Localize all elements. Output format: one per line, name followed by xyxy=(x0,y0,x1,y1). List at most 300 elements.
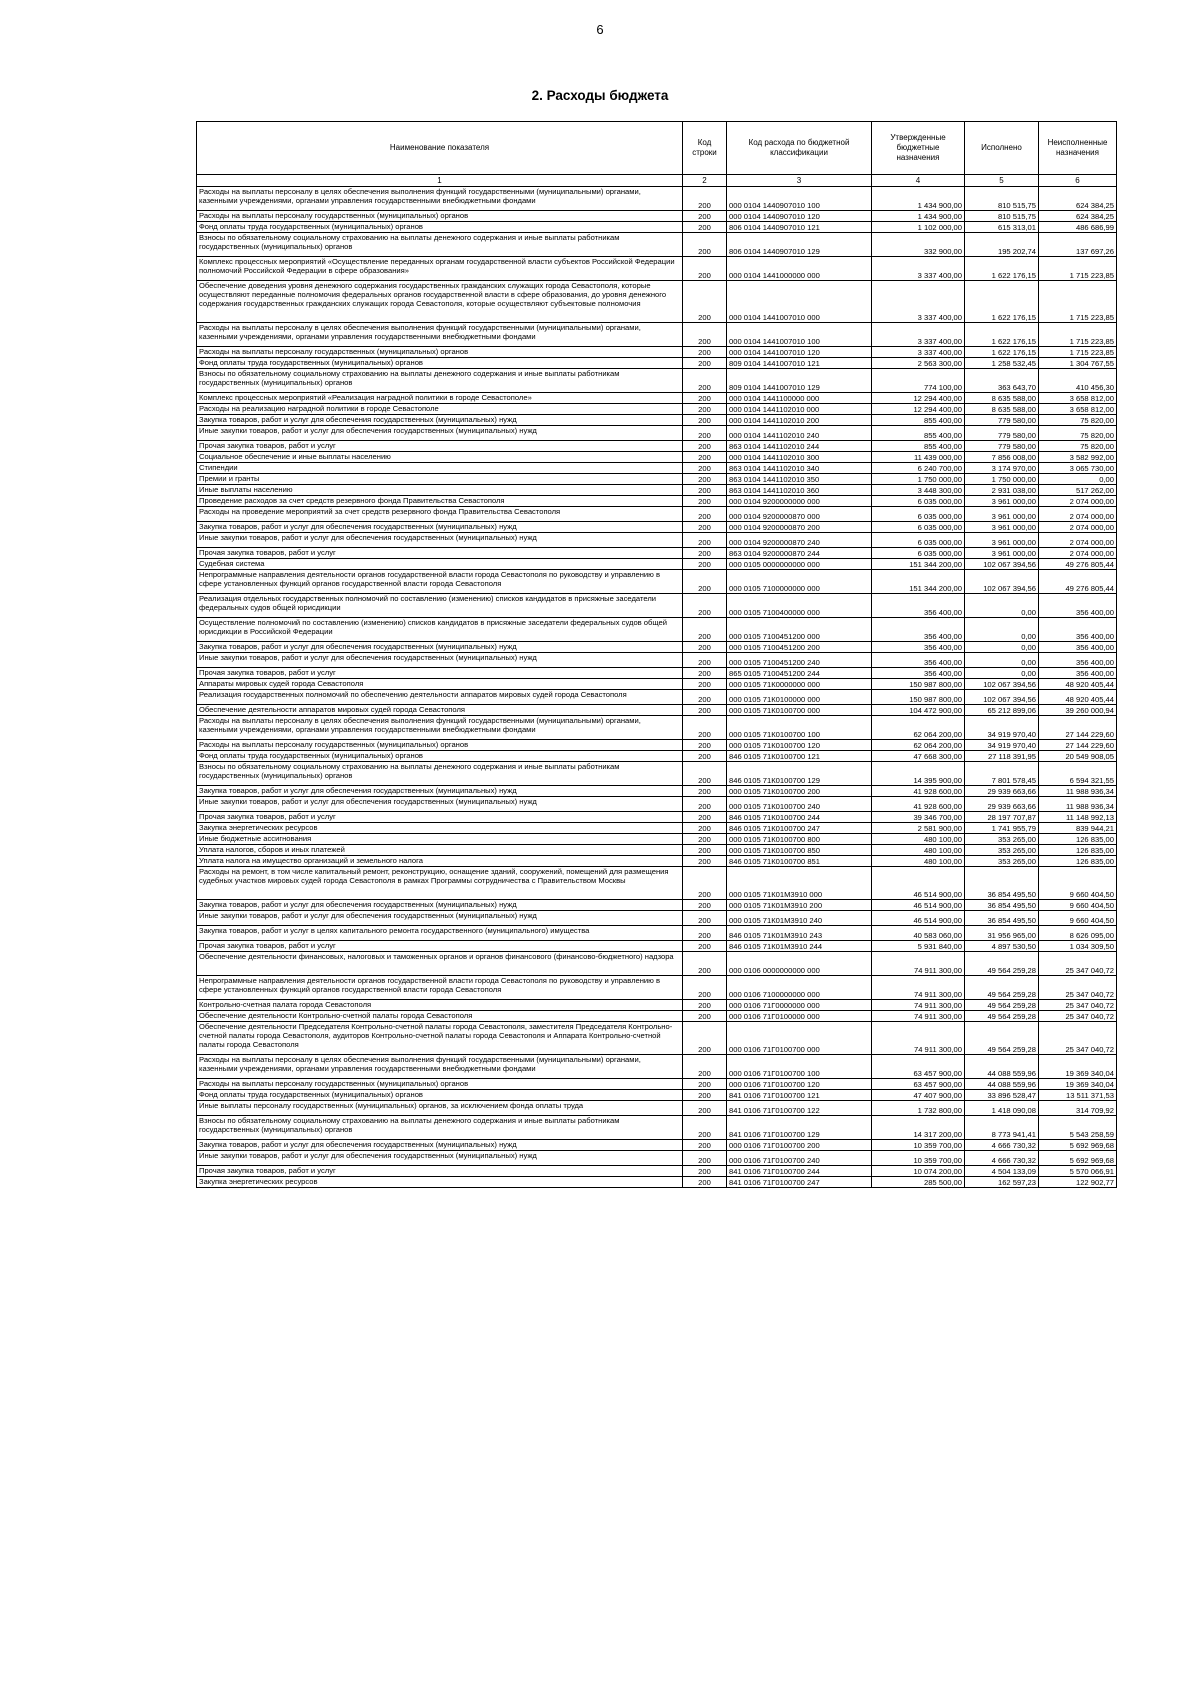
approved-amount: 6 035 000,00 xyxy=(872,548,965,559)
table-row xyxy=(197,594,1117,618)
line-code: 200 xyxy=(683,1101,727,1116)
unexecuted-amount: 3 582 992,00 xyxy=(1039,452,1117,463)
expense-code: 841 0106 71Г0100700 122 xyxy=(727,1101,872,1116)
table-row xyxy=(197,976,1117,1000)
line-code: 200 xyxy=(683,952,727,976)
table-row xyxy=(197,522,1117,533)
executed-amount: 44 088 559,96 xyxy=(965,1055,1039,1079)
indicator-name: Иные закупки товаров, работ и услуг для обеспечения государственных (муниципальных) нужд xyxy=(197,653,683,668)
unexecuted-amount: 839 944,21 xyxy=(1039,823,1117,834)
column-number: 1 xyxy=(197,175,683,187)
indicator-name: Закупка товаров, работ и услуг для обеспечения государственных (муниципальных) нужд xyxy=(197,900,683,911)
table-row xyxy=(197,762,1117,786)
expense-code: 846 0105 71К01М3910 244 xyxy=(727,941,872,952)
executed-amount: 810 515,75 xyxy=(965,187,1039,211)
expense-code: 863 0104 9200000870 244 xyxy=(727,548,872,559)
expense-code: 863 0104 1441102010 350 xyxy=(727,474,872,485)
indicator-name: Прочая закупка товаров, работ и услуг xyxy=(197,812,683,823)
table-row xyxy=(197,323,1117,347)
column-number: 4 xyxy=(872,175,965,187)
indicator-name: Иные бюджетные ассигнования xyxy=(197,834,683,845)
approved-amount: 47 407 900,00 xyxy=(872,1090,965,1101)
table-row xyxy=(197,1022,1117,1055)
line-code: 200 xyxy=(683,679,727,690)
table-row xyxy=(197,369,1117,393)
unexecuted-amount: 1 304 767,55 xyxy=(1039,358,1117,369)
line-code: 200 xyxy=(683,762,727,786)
approved-amount: 10 359 700,00 xyxy=(872,1140,965,1151)
table-row xyxy=(197,404,1117,415)
executed-amount: 36 854 495,50 xyxy=(965,900,1039,911)
executed-amount: 36 854 495,50 xyxy=(965,911,1039,926)
column-number: 5 xyxy=(965,175,1039,187)
approved-amount: 480 100,00 xyxy=(872,845,965,856)
unexecuted-amount: 1 034 309,50 xyxy=(1039,941,1117,952)
executed-amount: 3 961 000,00 xyxy=(965,496,1039,507)
indicator-name: Иные закупки товаров, работ и услуг для обеспечения государственных (муниципальных) нужд xyxy=(197,797,683,812)
unexecuted-amount: 75 820,00 xyxy=(1039,441,1117,452)
table-row xyxy=(197,281,1117,323)
expense-code: 000 0106 7100000000 000 xyxy=(727,976,872,1000)
line-code: 200 xyxy=(683,642,727,653)
line-code: 200 xyxy=(683,426,727,441)
executed-amount: 28 197 707,87 xyxy=(965,812,1039,823)
approved-amount: 2 581 900,00 xyxy=(872,823,965,834)
line-code: 200 xyxy=(683,496,727,507)
indicator-name: Непрограммные направления деятельности органов государственной власти города Севастополя по руководству и управлению в сфере установленных функций органов государственной власти города Севастополя xyxy=(197,570,683,594)
executed-amount: 34 919 970,40 xyxy=(965,740,1039,751)
indicator-name: Расходы на выплаты персоналу государственных (муниципальных) органов xyxy=(197,347,683,358)
line-code: 200 xyxy=(683,900,727,911)
unexecuted-amount: 20 549 908,05 xyxy=(1039,751,1117,762)
line-code: 200 xyxy=(683,257,727,281)
approved-amount: 3 337 400,00 xyxy=(872,257,965,281)
expense-code: 000 0105 0000000000 000 xyxy=(727,559,872,570)
document-title: 2. Расходы бюджета xyxy=(531,88,669,103)
expense-code: 000 0104 9200000000 000 xyxy=(727,496,872,507)
indicator-name: Закупка товаров, работ и услуг в целях капитального ремонта государственного (муниципального) имущества xyxy=(197,926,683,941)
expense-code: 000 0106 71Г0100700 120 xyxy=(727,1079,872,1090)
approved-amount: 3 448 300,00 xyxy=(872,485,965,496)
approved-amount: 151 344 200,00 xyxy=(872,570,965,594)
unexecuted-amount: 6 594 321,55 xyxy=(1039,762,1117,786)
approved-amount: 10 074 200,00 xyxy=(872,1166,965,1177)
line-code: 200 xyxy=(683,812,727,823)
approved-amount: 11 439 000,00 xyxy=(872,452,965,463)
unexecuted-amount: 137 697,26 xyxy=(1039,233,1117,257)
approved-amount: 14 395 900,00 xyxy=(872,762,965,786)
expense-code: 000 0104 1441007010 100 xyxy=(727,323,872,347)
indicator-name: Расходы на выплаты персоналу в целях обеспечения выполнения функций государственными (муниципальными) органами, казенными учреждениями, органами управления государственными внебюджетными фондами xyxy=(197,716,683,740)
unexecuted-amount: 2 074 000,00 xyxy=(1039,548,1117,559)
line-code: 200 xyxy=(683,845,727,856)
expense-code: 000 0105 71К0100700 100 xyxy=(727,716,872,740)
executed-amount: 0,00 xyxy=(965,653,1039,668)
line-code: 200 xyxy=(683,705,727,716)
indicator-name: Обеспечение деятельности аппаратов мировых судей города Севастополя xyxy=(197,705,683,716)
line-code: 200 xyxy=(683,618,727,642)
unexecuted-amount: 126 835,00 xyxy=(1039,856,1117,867)
table-row xyxy=(197,845,1117,856)
executed-amount: 8 635 588,00 xyxy=(965,404,1039,415)
table-row xyxy=(197,1177,1117,1188)
approved-amount: 855 400,00 xyxy=(872,415,965,426)
approved-amount: 104 472 900,00 xyxy=(872,705,965,716)
approved-amount: 6 035 000,00 xyxy=(872,507,965,522)
column-header: Неисполненные назначения xyxy=(1039,122,1117,175)
unexecuted-amount: 48 920 405,44 xyxy=(1039,690,1117,705)
expense-code: 863 0104 1441102010 360 xyxy=(727,485,872,496)
unexecuted-amount: 39 260 000,94 xyxy=(1039,705,1117,716)
table-row xyxy=(197,463,1117,474)
table-row xyxy=(197,507,1117,522)
indicator-name: Расходы на выплаты персоналу в целях обеспечения выполнения функций государственными (муниципальными) органами, казенными учреждениями, органами управления государственными внебюджетными фондами xyxy=(197,323,683,347)
executed-amount: 0,00 xyxy=(965,642,1039,653)
unexecuted-amount: 356 400,00 xyxy=(1039,642,1117,653)
executed-amount: 0,00 xyxy=(965,668,1039,679)
approved-amount: 3 337 400,00 xyxy=(872,347,965,358)
indicator-name: Проведение расходов за счет средств резервного фонда Правительства Севастополя xyxy=(197,496,683,507)
indicator-name: Обеспечение деятельности Контрольно-счетной палаты города Севастополя xyxy=(197,1011,683,1022)
executed-amount: 33 896 528,47 xyxy=(965,1090,1039,1101)
executed-amount: 8 635 588,00 xyxy=(965,393,1039,404)
unexecuted-amount: 25 347 040,72 xyxy=(1039,976,1117,1000)
indicator-name: Фонд оплаты труда государственных (муниципальных) органов xyxy=(197,358,683,369)
unexecuted-amount: 25 347 040,72 xyxy=(1039,1000,1117,1011)
approved-amount: 41 928 600,00 xyxy=(872,786,965,797)
approved-amount: 356 400,00 xyxy=(872,668,965,679)
table-body xyxy=(197,187,1117,1188)
line-code: 200 xyxy=(683,1011,727,1022)
column-header: Исполнено xyxy=(965,122,1039,175)
unexecuted-amount: 2 074 000,00 xyxy=(1039,522,1117,533)
table-row xyxy=(197,900,1117,911)
executed-amount: 49 564 259,28 xyxy=(965,976,1039,1000)
approved-amount: 74 911 300,00 xyxy=(872,1000,965,1011)
line-code: 200 xyxy=(683,474,727,485)
expense-code: 863 0104 1441102010 340 xyxy=(727,463,872,474)
indicator-name: Социальное обеспечение и иные выплаты населению xyxy=(197,452,683,463)
line-code: 200 xyxy=(683,404,727,415)
line-code: 200 xyxy=(683,485,727,496)
line-code: 200 xyxy=(683,716,727,740)
expense-code: 000 0106 71Г0100000 000 xyxy=(727,1011,872,1022)
unexecuted-amount: 3 658 812,00 xyxy=(1039,404,1117,415)
table-row xyxy=(197,1140,1117,1151)
line-code: 200 xyxy=(683,533,727,548)
line-code: 200 xyxy=(683,1022,727,1055)
unexecuted-amount: 75 820,00 xyxy=(1039,426,1117,441)
executed-amount: 49 564 259,28 xyxy=(965,952,1039,976)
line-code: 200 xyxy=(683,911,727,926)
expense-code: 000 0105 71К01М3910 200 xyxy=(727,900,872,911)
indicator-name: Уплата налогов, сборов и иных платежей xyxy=(197,845,683,856)
indicator-name: Закупка энергетических ресурсов xyxy=(197,823,683,834)
table-row xyxy=(197,1151,1117,1166)
expense-code: 000 0104 1441000000 000 xyxy=(727,257,872,281)
line-code: 200 xyxy=(683,1090,727,1101)
expense-code: 000 0104 1441102010 000 xyxy=(727,404,872,415)
table-row xyxy=(197,233,1117,257)
executed-amount: 4 666 730,32 xyxy=(965,1151,1039,1166)
table-row xyxy=(197,618,1117,642)
expense-code: 841 0106 71Г0100700 121 xyxy=(727,1090,872,1101)
table-row xyxy=(197,257,1117,281)
expense-code: 846 0105 71К01М3910 243 xyxy=(727,926,872,941)
table-row xyxy=(197,496,1117,507)
expense-code: 000 0105 71К01М3910 240 xyxy=(727,911,872,926)
expense-code: 000 0104 9200000870 240 xyxy=(727,533,872,548)
approved-amount: 62 064 200,00 xyxy=(872,740,965,751)
expense-code: 000 0105 71К0100700 000 xyxy=(727,705,872,716)
executed-amount: 363 643,70 xyxy=(965,369,1039,393)
approved-amount: 63 457 900,00 xyxy=(872,1055,965,1079)
indicator-name: Контрольно-счетная палата города Севастополя xyxy=(197,1000,683,1011)
table-row xyxy=(197,941,1117,952)
executed-amount: 1 741 955,79 xyxy=(965,823,1039,834)
expense-code: 000 0104 1441007010 120 xyxy=(727,347,872,358)
expense-code: 000 0106 71Г0000000 000 xyxy=(727,1000,872,1011)
approved-amount: 6 035 000,00 xyxy=(872,496,965,507)
unexecuted-amount: 5 692 969,68 xyxy=(1039,1151,1117,1166)
approved-amount: 39 346 700,00 xyxy=(872,812,965,823)
table-row xyxy=(197,426,1117,441)
executed-amount: 195 202,74 xyxy=(965,233,1039,257)
table-row xyxy=(197,740,1117,751)
expense-code: 000 0104 1440907010 100 xyxy=(727,187,872,211)
executed-amount: 0,00 xyxy=(965,594,1039,618)
line-code: 200 xyxy=(683,570,727,594)
approved-amount: 41 928 600,00 xyxy=(872,797,965,812)
line-code: 200 xyxy=(683,323,727,347)
unexecuted-amount: 25 347 040,72 xyxy=(1039,1022,1117,1055)
line-code: 200 xyxy=(683,1177,727,1188)
line-code: 200 xyxy=(683,281,727,323)
table-row xyxy=(197,834,1117,845)
line-code: 200 xyxy=(683,856,727,867)
executed-amount: 3 961 000,00 xyxy=(965,507,1039,522)
executed-amount: 102 067 394,56 xyxy=(965,559,1039,570)
executed-amount: 7 856 008,00 xyxy=(965,452,1039,463)
approved-amount: 46 514 900,00 xyxy=(872,911,965,926)
indicator-name: Обеспечение доведения уровня денежного содержания государственных гражданских служащих города Севастополя, которые осуществляют переданные полномочия федеральных органов государственной власти в сфере образования, до уровня денежного содержания государственных гражданских служащих города Севастополя, которые осуществляют субъектовые полномочия xyxy=(197,281,683,323)
indicator-name: Прочая закупка товаров, работ и услуг xyxy=(197,1166,683,1177)
indicator-name: Расходы на выплаты персоналу в целях обеспечения выполнения функций государственными (муниципальными) органами, казенными учреждениями, органами управления государственными внебюджетными фондами xyxy=(197,1055,683,1079)
table-row xyxy=(197,1090,1117,1101)
approved-amount: 2 563 300,00 xyxy=(872,358,965,369)
indicator-name: Закупка товаров, работ и услуг для обеспечения государственных (муниципальных) нужд xyxy=(197,786,683,797)
executed-amount: 1 258 532,45 xyxy=(965,358,1039,369)
unexecuted-amount: 2 074 000,00 xyxy=(1039,507,1117,522)
expense-code: 846 0105 71К0100700 244 xyxy=(727,812,872,823)
executed-amount: 4 504 133,09 xyxy=(965,1166,1039,1177)
unexecuted-amount: 27 144 229,60 xyxy=(1039,740,1117,751)
unexecuted-amount: 356 400,00 xyxy=(1039,618,1117,642)
line-code: 200 xyxy=(683,358,727,369)
unexecuted-amount: 11 988 936,34 xyxy=(1039,797,1117,812)
table-row xyxy=(197,1079,1117,1090)
indicator-name: Прочая закупка товаров, работ и услуг xyxy=(197,441,683,452)
expense-code: 000 0106 71Г0100700 240 xyxy=(727,1151,872,1166)
unexecuted-amount: 11 148 992,13 xyxy=(1039,812,1117,823)
approved-amount: 3 337 400,00 xyxy=(872,281,965,323)
table-row xyxy=(197,679,1117,690)
header-row xyxy=(197,122,1117,175)
approved-amount: 62 064 200,00 xyxy=(872,716,965,740)
approved-amount: 5 931 840,00 xyxy=(872,941,965,952)
table-row xyxy=(197,952,1117,976)
executed-amount: 353 265,00 xyxy=(965,834,1039,845)
approved-amount: 356 400,00 xyxy=(872,594,965,618)
executed-amount: 27 118 391,95 xyxy=(965,751,1039,762)
executed-amount: 779 580,00 xyxy=(965,415,1039,426)
unexecuted-amount: 8 626 095,00 xyxy=(1039,926,1117,941)
indicator-name: Осуществление полномочий по составлению (изменению) списков кандидатов в присяжные заседатели федеральных судов общей юрисдикции в Российской Федерации xyxy=(197,618,683,642)
unexecuted-amount: 13 511 371,53 xyxy=(1039,1090,1117,1101)
indicator-name: Фонд оплаты труда государственных (муниципальных) органов xyxy=(197,222,683,233)
indicator-name: Расходы на выплаты персоналу в целях обеспечения выполнения функций государственными (муниципальными) органами, казенными учреждениями, органами управления государственными внебюджетными фондами xyxy=(197,187,683,211)
indicator-name: Непрограммные направления деятельности органов государственной власти города Севастополя по руководству и управлению в сфере установленных функций органов государственной власти города Севастополя xyxy=(197,976,683,1000)
indicator-name: Закупка товаров, работ и услуг для обеспечения государственных (муниципальных) нужд xyxy=(197,1140,683,1151)
approved-amount: 1 732 800,00 xyxy=(872,1101,965,1116)
approved-amount: 74 911 300,00 xyxy=(872,1022,965,1055)
executed-amount: 1 622 176,15 xyxy=(965,281,1039,323)
expense-code: 000 0104 1441102010 240 xyxy=(727,426,872,441)
executed-amount: 810 515,75 xyxy=(965,211,1039,222)
unexecuted-amount: 314 709,92 xyxy=(1039,1101,1117,1116)
table-row xyxy=(197,867,1117,900)
unexecuted-amount: 1 715 223,85 xyxy=(1039,281,1117,323)
table-row xyxy=(197,570,1117,594)
unexecuted-amount: 3 065 730,00 xyxy=(1039,463,1117,474)
executed-amount: 353 265,00 xyxy=(965,845,1039,856)
executed-amount: 3 961 000,00 xyxy=(965,522,1039,533)
indicator-name: Взносы по обязательному социальному страхованию на выплаты денежного содержания и иные выплаты работникам государственных (муниципальных) органов xyxy=(197,369,683,393)
approved-amount: 40 583 060,00 xyxy=(872,926,965,941)
expense-code: 000 0105 71К0000000 000 xyxy=(727,679,872,690)
expense-code: 000 0104 1441007010 000 xyxy=(727,281,872,323)
approved-amount: 151 344 200,00 xyxy=(872,559,965,570)
approved-amount: 332 900,00 xyxy=(872,233,965,257)
line-code: 200 xyxy=(683,1166,727,1177)
unexecuted-amount: 410 456,30 xyxy=(1039,369,1117,393)
unexecuted-amount: 0,00 xyxy=(1039,474,1117,485)
indicator-name: Обеспечение деятельности Председателя Контрольно-счетной палаты города Севастополя, заместителя Председателя Контрольно-счетной палаты города Севастополя, аудиторов Контрольно-счетной палаты города Севастополя и Аппарата Контрольно-счетной палаты города Севастополя xyxy=(197,1022,683,1055)
indicator-name: Иные выплаты населению xyxy=(197,485,683,496)
executed-amount: 162 597,23 xyxy=(965,1177,1039,1188)
table-row xyxy=(197,533,1117,548)
expense-code: 000 0106 71Г0100700 200 xyxy=(727,1140,872,1151)
indicator-name: Прочая закупка товаров, работ и услуг xyxy=(197,941,683,952)
indicator-name: Обеспечение деятельности финансовых, налоговых и таможенных органов и органов финансового (финансово-бюджетного) надзора xyxy=(197,952,683,976)
expense-code: 809 0104 1441007010 129 xyxy=(727,369,872,393)
page-number: 6 xyxy=(596,22,604,37)
expense-code: 000 0105 7100451200 240 xyxy=(727,653,872,668)
line-code: 200 xyxy=(683,1000,727,1011)
table-row xyxy=(197,211,1117,222)
line-code: 200 xyxy=(683,740,727,751)
executed-amount: 36 854 495,50 xyxy=(965,867,1039,900)
budget-expenses-table xyxy=(196,121,1117,1188)
unexecuted-amount: 27 144 229,60 xyxy=(1039,716,1117,740)
indicator-name: Закупка энергетических ресурсов xyxy=(197,1177,683,1188)
indicator-name: Иные закупки товаров, работ и услуг для обеспечения государственных (муниципальных) нужд xyxy=(197,426,683,441)
expense-code: 000 0106 71Г0100700 100 xyxy=(727,1055,872,1079)
executed-amount: 102 067 394,56 xyxy=(965,570,1039,594)
approved-amount: 855 400,00 xyxy=(872,441,965,452)
unexecuted-amount: 25 347 040,72 xyxy=(1039,952,1117,976)
unexecuted-amount: 5 692 969,68 xyxy=(1039,1140,1117,1151)
indicator-name: Расходы на ремонт, в том числе капитальный ремонт, реконструкцию, оснащение зданий, сооружений, помещений для размещения судебных участков мировых судей города Севастополя в рамках Программы сотрудничества с Правительством Москвы xyxy=(197,867,683,900)
indicator-name: Уплата налога на имущество организаций и земельного налога xyxy=(197,856,683,867)
indicator-name: Аппараты мировых судей города Севастополя xyxy=(197,679,683,690)
approved-amount: 46 514 900,00 xyxy=(872,867,965,900)
expense-code: 806 0104 1440907010 121 xyxy=(727,222,872,233)
indicator-name: Реализация государственных полномочий по обеспечению деятельности аппаратов мировых судей города Севастополя xyxy=(197,690,683,705)
executed-amount: 3 961 000,00 xyxy=(965,548,1039,559)
column-number: 6 xyxy=(1039,175,1117,187)
executed-amount: 49 564 259,28 xyxy=(965,1011,1039,1022)
approved-amount: 150 987 800,00 xyxy=(872,690,965,705)
line-code: 200 xyxy=(683,1151,727,1166)
executed-amount: 8 773 941,41 xyxy=(965,1116,1039,1140)
expense-code: 806 0104 1440907010 129 xyxy=(727,233,872,257)
unexecuted-amount: 122 902,77 xyxy=(1039,1177,1117,1188)
approved-amount: 356 400,00 xyxy=(872,618,965,642)
line-code: 200 xyxy=(683,522,727,533)
line-code: 200 xyxy=(683,222,727,233)
line-code: 200 xyxy=(683,1140,727,1151)
approved-amount: 774 100,00 xyxy=(872,369,965,393)
line-code: 200 xyxy=(683,233,727,257)
approved-amount: 855 400,00 xyxy=(872,426,965,441)
table-row xyxy=(197,1166,1117,1177)
approved-amount: 150 987 800,00 xyxy=(872,679,965,690)
indicator-name: Стипендии xyxy=(197,463,683,474)
unexecuted-amount: 9 660 404,50 xyxy=(1039,911,1117,926)
line-code: 200 xyxy=(683,1055,727,1079)
column-header: Код строки xyxy=(683,122,727,175)
executed-amount: 0,00 xyxy=(965,618,1039,642)
table-row xyxy=(197,415,1117,426)
line-code: 200 xyxy=(683,941,727,952)
line-code: 200 xyxy=(683,668,727,679)
executed-amount: 49 564 259,28 xyxy=(965,1022,1039,1055)
indicator-name: Иные закупки товаров, работ и услуг для обеспечения государственных (муниципальных) нужд xyxy=(197,533,683,548)
approved-amount: 12 294 400,00 xyxy=(872,393,965,404)
approved-amount: 74 911 300,00 xyxy=(872,976,965,1000)
indicator-name: Закупка товаров, работ и услуг для обеспечения государственных (муниципальных) нужд xyxy=(197,522,683,533)
unexecuted-amount: 2 074 000,00 xyxy=(1039,496,1117,507)
line-code: 200 xyxy=(683,594,727,618)
unexecuted-amount: 19 369 340,04 xyxy=(1039,1079,1117,1090)
line-code: 200 xyxy=(683,867,727,900)
unexecuted-amount: 2 074 000,00 xyxy=(1039,533,1117,548)
indicator-name: Прочая закупка товаров, работ и услуг xyxy=(197,668,683,679)
table-row xyxy=(197,1011,1117,1022)
line-code: 200 xyxy=(683,507,727,522)
expense-code: 000 0105 71К0100000 000 xyxy=(727,690,872,705)
indicator-name: Закупка товаров, работ и услуг для обеспечения государственных (муниципальных) нужд xyxy=(197,415,683,426)
expense-code: 000 0105 71К0100700 200 xyxy=(727,786,872,797)
table-row xyxy=(197,705,1117,716)
indicator-name: Расходы на выплаты персоналу государственных (муниципальных) органов xyxy=(197,211,683,222)
executed-amount: 29 939 663,66 xyxy=(965,786,1039,797)
approved-amount: 3 337 400,00 xyxy=(872,323,965,347)
approved-amount: 14 317 200,00 xyxy=(872,1116,965,1140)
executed-amount: 4 897 530,50 xyxy=(965,941,1039,952)
line-code: 200 xyxy=(683,690,727,705)
